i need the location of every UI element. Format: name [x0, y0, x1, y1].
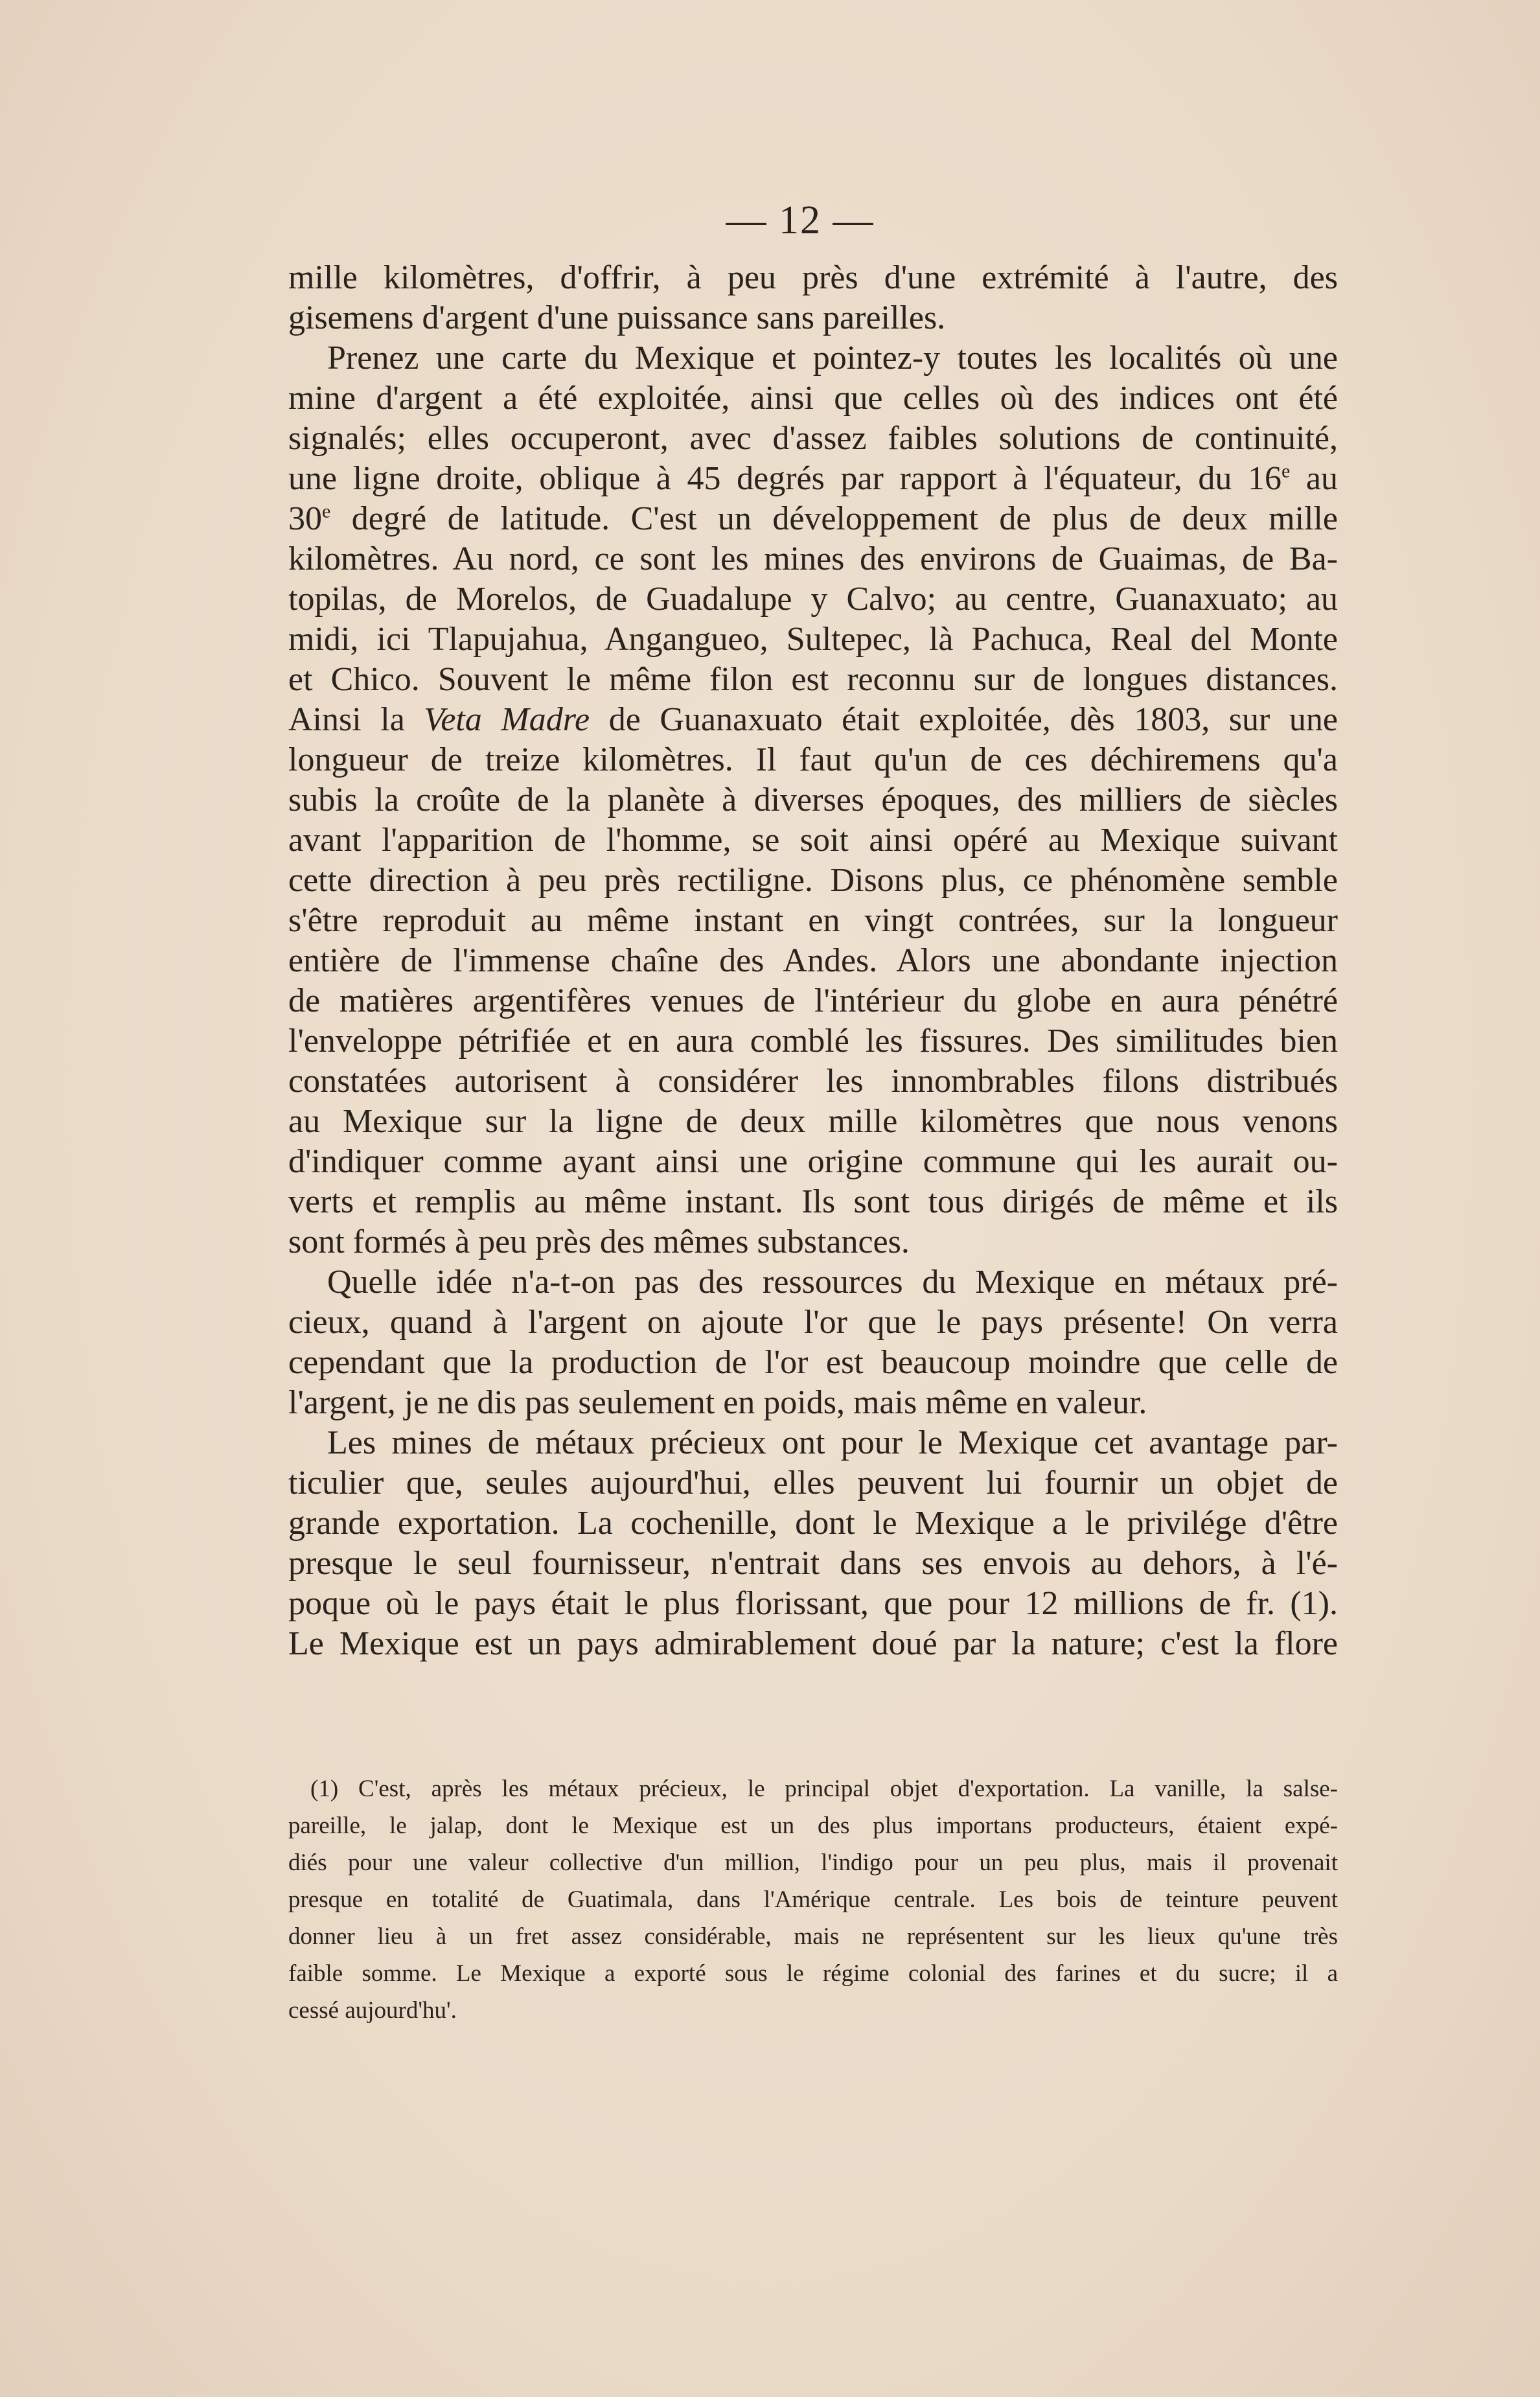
- text-line: poque où le pays était le plus florissant, que pour 12 millions de fr. (1).: [288, 1585, 1338, 1622]
- footnote-line: faible somme. Le Mexique a exporté sous le régime colonial des farines et du sucre; il a: [288, 1960, 1338, 1987]
- text-segment: au: [1305, 460, 1338, 497]
- text-line: s'être reproduit au même instant en vingt contrées, sur la longueur: [288, 902, 1338, 939]
- text-line: Prenez une carte du Mexique et pointez-y toutes les localités où une: [327, 340, 1338, 376]
- text-line: entière de l'immense chaîne des Andes. Alors une abondante injection: [288, 942, 1338, 979]
- text-line: cieux, quand à l'argent on ajoute l'or que le pays présente! On verra: [288, 1304, 1338, 1341]
- text-line: ticulier que, seules aujourd'hui, elles peuvent lui fournir un objet de: [288, 1465, 1338, 1501]
- italic-title: Veta Madre: [424, 701, 590, 738]
- text-line: longueur de treize kilomètres. Il faut qu'un de ces déchiremens qu'a: [288, 741, 1338, 778]
- text-line: Quelle idée n'a-t-on pas des ressources du Mexique en métaux pré-: [327, 1264, 1338, 1301]
- text-line: l'argent, je ne dis pas seulement en poids, mais même en valeur.: [288, 1384, 1147, 1421]
- footnote-line: diés pour une valeur collective d'un million, l'indigo pour un peu plus, mais il provenait: [288, 1849, 1338, 1876]
- footnote-line: cessé aujourd'hu'.: [288, 1997, 457, 2024]
- text-line: kilomètres. Au nord, ce sont les mines des environs de Guaimas, de Ba-: [288, 540, 1338, 577]
- text-line: verts et remplis au même instant. Ils sont tous dirigés de même et ils: [288, 1183, 1338, 1220]
- text-line: sont formés à peu près des mêmes substances.: [288, 1223, 910, 1260]
- footnote-line: donner lieu à un fret assez considérable, mais ne représentent sur les lieux qu'une très: [288, 1923, 1338, 1950]
- text-line: [288, 700, 1338, 740]
- text-line: [288, 459, 1338, 499]
- text-segment: une ligne droite, oblique à 45 degrés par rapport à l'équateur, du 16: [288, 460, 1281, 497]
- text-line: l'enveloppe pétrifiée et en aura comblé les fissures. Des similitudes bien: [288, 1023, 1338, 1060]
- text-line: subis la croûte de la planète à diverses époques, des milliers de siècles: [288, 782, 1338, 818]
- footnote-line: presque en totalité de Guatimala, dans l'Amérique centrale. Les bois de teinture peuvent: [288, 1886, 1338, 1913]
- text-segment: de Guanaxuato était exploitée, dès 1803, sur une: [608, 701, 1338, 738]
- body-text: [288, 258, 1338, 1664]
- footnote: [288, 1770, 1338, 2029]
- text-segment: 30: [288, 500, 322, 537]
- text-line: mine d'argent a été exploitée, ainsi que celles où des indices ont été: [288, 380, 1338, 417]
- text-line: mille kilomètres, d'offrir, à peu près d'une extrémité à l'autre, des: [288, 259, 1338, 296]
- text-segment: Ainsi la: [288, 701, 405, 738]
- text-line: cette direction à peu près rectiligne. Disons plus, ce phénomène semble: [288, 862, 1338, 899]
- text-line: avant l'apparition de l'homme, se soit ainsi opéré au Mexique suivant: [288, 822, 1338, 859]
- text-line: topilas, de Morelos, de Guadalupe y Calvo; au centre, Guanaxuato; au: [288, 581, 1338, 618]
- text-line: au Mexique sur la ligne de deux mille kilomètres que nous venons: [288, 1103, 1338, 1140]
- text-line: Le Mexique est un pays admirablement doué par la nature; c'est la flore: [288, 1625, 1338, 1662]
- text-line: constatées autorisent à considérer les innombrables filons distribués: [288, 1063, 1338, 1100]
- text-segment: degré de latitude. C'est un développement de plus de deux mille: [351, 500, 1339, 537]
- text-line: et Chico. Souvent le même filon est reconnu sur de longues distances.: [288, 661, 1338, 698]
- text-line: grande exportation. La cochenille, dont le Mexique a le privilége d'être: [288, 1505, 1338, 1542]
- text-line: midi, ici Tlapujahua, Angangueo, Sultepec, là Pachuca, Real del Monte: [288, 621, 1338, 658]
- text-line: de matières argentifères venues de l'intérieur du globe en aura pénétré: [288, 982, 1338, 1019]
- text-line: Les mines de métaux précieux ont pour le Mexique cet avantage par-: [327, 1424, 1338, 1461]
- footnote-line: pareille, le jalap, dont le Mexique est un des plus importans producteurs, étaient expé-: [288, 1812, 1338, 1839]
- page-number: — 12 —: [726, 198, 875, 242]
- footnote-line: (1) C'est, après les métaux précieux, le principal objet d'exportation. La vanille, la salse-: [310, 1776, 1338, 1802]
- superscript: e: [322, 500, 331, 522]
- text-line: [288, 499, 1338, 539]
- text-line: gisemens d'argent d'une puissance sans pareilles.: [288, 299, 946, 336]
- superscript: e: [1281, 460, 1291, 482]
- text-line: cependant que la production de l'or est beaucoup moindre que celle de: [288, 1344, 1338, 1381]
- text-line: presque le seul fournisseur, n'entrait dans ses envois au dehors, à l'é-: [288, 1545, 1338, 1582]
- text-line: signalés; elles occuperont, avec d'assez faibles solutions de continuité,: [288, 420, 1338, 457]
- text-line: d'indiquer comme ayant ainsi une origine commune qui les aurait ou-: [288, 1143, 1338, 1180]
